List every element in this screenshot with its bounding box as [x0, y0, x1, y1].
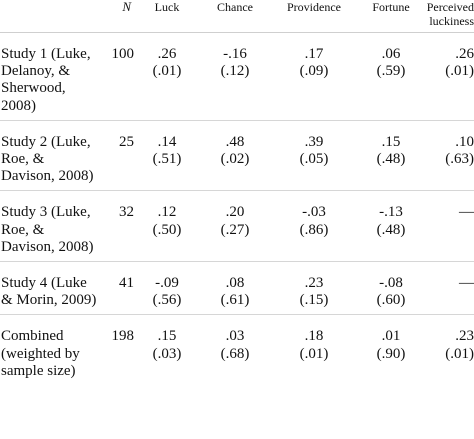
header-perceived-luckiness: Perceived luckiness — [424, 0, 474, 33]
coefficient: .20 — [225, 204, 245, 221]
coefficient: .10 — [455, 133, 474, 150]
p-value: (.51) — [152, 151, 182, 168]
coefficient: .14 — [157, 133, 177, 150]
coefficient: .15 — [381, 133, 401, 150]
coefficient: .18 — [304, 328, 324, 345]
cell-fortune — [358, 262, 424, 315]
header-fortune: Fortune — [358, 0, 424, 33]
p-value: (.90) — [376, 345, 406, 362]
p-value: (.56) — [152, 292, 182, 309]
cell-luck — [134, 262, 200, 315]
header-study — [0, 0, 100, 33]
cell-perceived-luckiness — [424, 262, 474, 315]
coefficient: .26 — [157, 46, 177, 62]
table-row — [0, 120, 474, 191]
cell-chance — [200, 315, 270, 385]
cell-providence — [270, 262, 358, 315]
header-luck: Luck — [134, 0, 200, 33]
p-value: (.01) — [445, 345, 474, 362]
table-row — [0, 315, 474, 385]
cell-luck — [134, 315, 200, 385]
table-row — [0, 33, 474, 121]
p-value: (.01) — [152, 63, 182, 80]
p-value: (.59) — [376, 63, 406, 80]
cell-providence — [270, 120, 358, 191]
coefficient: .08 — [225, 275, 245, 292]
cell-fortune — [358, 33, 424, 121]
p-value: (.02) — [220, 151, 250, 168]
cell-perceived-luckiness — [424, 315, 474, 385]
p-value: (.60) — [376, 292, 406, 309]
p-value: (.05) — [299, 151, 329, 168]
study-label: Study 4 (Luke & Morin, 2009) — [0, 262, 100, 315]
p-value: (.68) — [220, 345, 250, 362]
cell-providence — [270, 315, 358, 385]
cell-chance — [200, 33, 270, 121]
cell-chance — [200, 120, 270, 191]
study-label: Study 2 (Luke, Roe, & Davison, 2008) — [0, 120, 100, 191]
header-chance: Chance — [200, 0, 270, 33]
study-label: Combined (weighted by sample size) — [1, 328, 80, 379]
coefficient: .23 — [304, 275, 324, 292]
cell-providence — [270, 33, 358, 121]
cell-chance — [200, 191, 270, 262]
coefficient: — — [459, 204, 474, 221]
p-value: (.48) — [376, 151, 406, 168]
coefficient: — — [459, 275, 474, 292]
p-value: (.48) — [376, 221, 406, 238]
cell-perceived-luckiness — [424, 33, 474, 121]
cell-fortune — [358, 315, 424, 385]
cell-perceived-luckiness — [424, 191, 474, 262]
sample-size: 100 — [100, 33, 134, 121]
p-value: (.27) — [220, 221, 250, 238]
p-value: (.09) — [299, 63, 329, 80]
coefficient: -.16 — [223, 46, 247, 62]
coefficient: .17 — [304, 46, 324, 62]
coefficient: .03 — [225, 328, 245, 345]
sample-size: 41 — [100, 262, 134, 315]
p-value: (.01) — [299, 345, 329, 362]
cell-perceived-luckiness — [424, 120, 474, 191]
coefficient: .23 — [455, 328, 474, 345]
coefficient: -.09 — [155, 275, 179, 292]
p-value: (.61) — [220, 292, 250, 309]
p-value: (.01) — [445, 63, 474, 80]
p-value: (.15) — [299, 292, 329, 309]
coefficient: .26 — [455, 46, 474, 62]
study-label: Study 3 (Luke, Roe, & Davison, 2008) — [0, 191, 100, 262]
coefficient: .48 — [225, 133, 245, 150]
table-row — [0, 262, 474, 315]
p-value: (.03) — [152, 345, 182, 362]
p-value: (.12) — [220, 63, 250, 80]
sample-size: 25 — [100, 120, 134, 191]
coefficient: -.08 — [379, 275, 403, 292]
study-label: Study 1 (Luke, Delanoy, & Sherwood, 2008) — [0, 33, 100, 121]
coefficient: -.13 — [379, 204, 403, 221]
cell-fortune — [358, 120, 424, 191]
cell-luck — [134, 120, 200, 191]
table-row — [0, 191, 474, 262]
cell-fortune — [358, 191, 424, 262]
p-value: (.50) — [152, 221, 182, 238]
coefficient: .12 — [157, 204, 177, 221]
header-n: N — [100, 0, 134, 33]
coefficient: .39 — [304, 133, 324, 150]
cell-luck — [134, 191, 200, 262]
header-providence: Providence — [270, 0, 358, 33]
coefficient: .01 — [381, 328, 401, 345]
sample-size: 198 — [111, 328, 134, 345]
sample-size: 32 — [100, 191, 134, 262]
coefficient: -.03 — [302, 204, 326, 221]
cell-providence — [270, 191, 358, 262]
p-value: (.86) — [299, 221, 329, 238]
coefficient: .15 — [157, 328, 177, 345]
coefficient: .06 — [381, 46, 401, 62]
p-value: (.63) — [445, 151, 474, 168]
cell-luck — [134, 33, 200, 121]
header-row — [0, 0, 474, 33]
cell-chance — [200, 262, 270, 315]
